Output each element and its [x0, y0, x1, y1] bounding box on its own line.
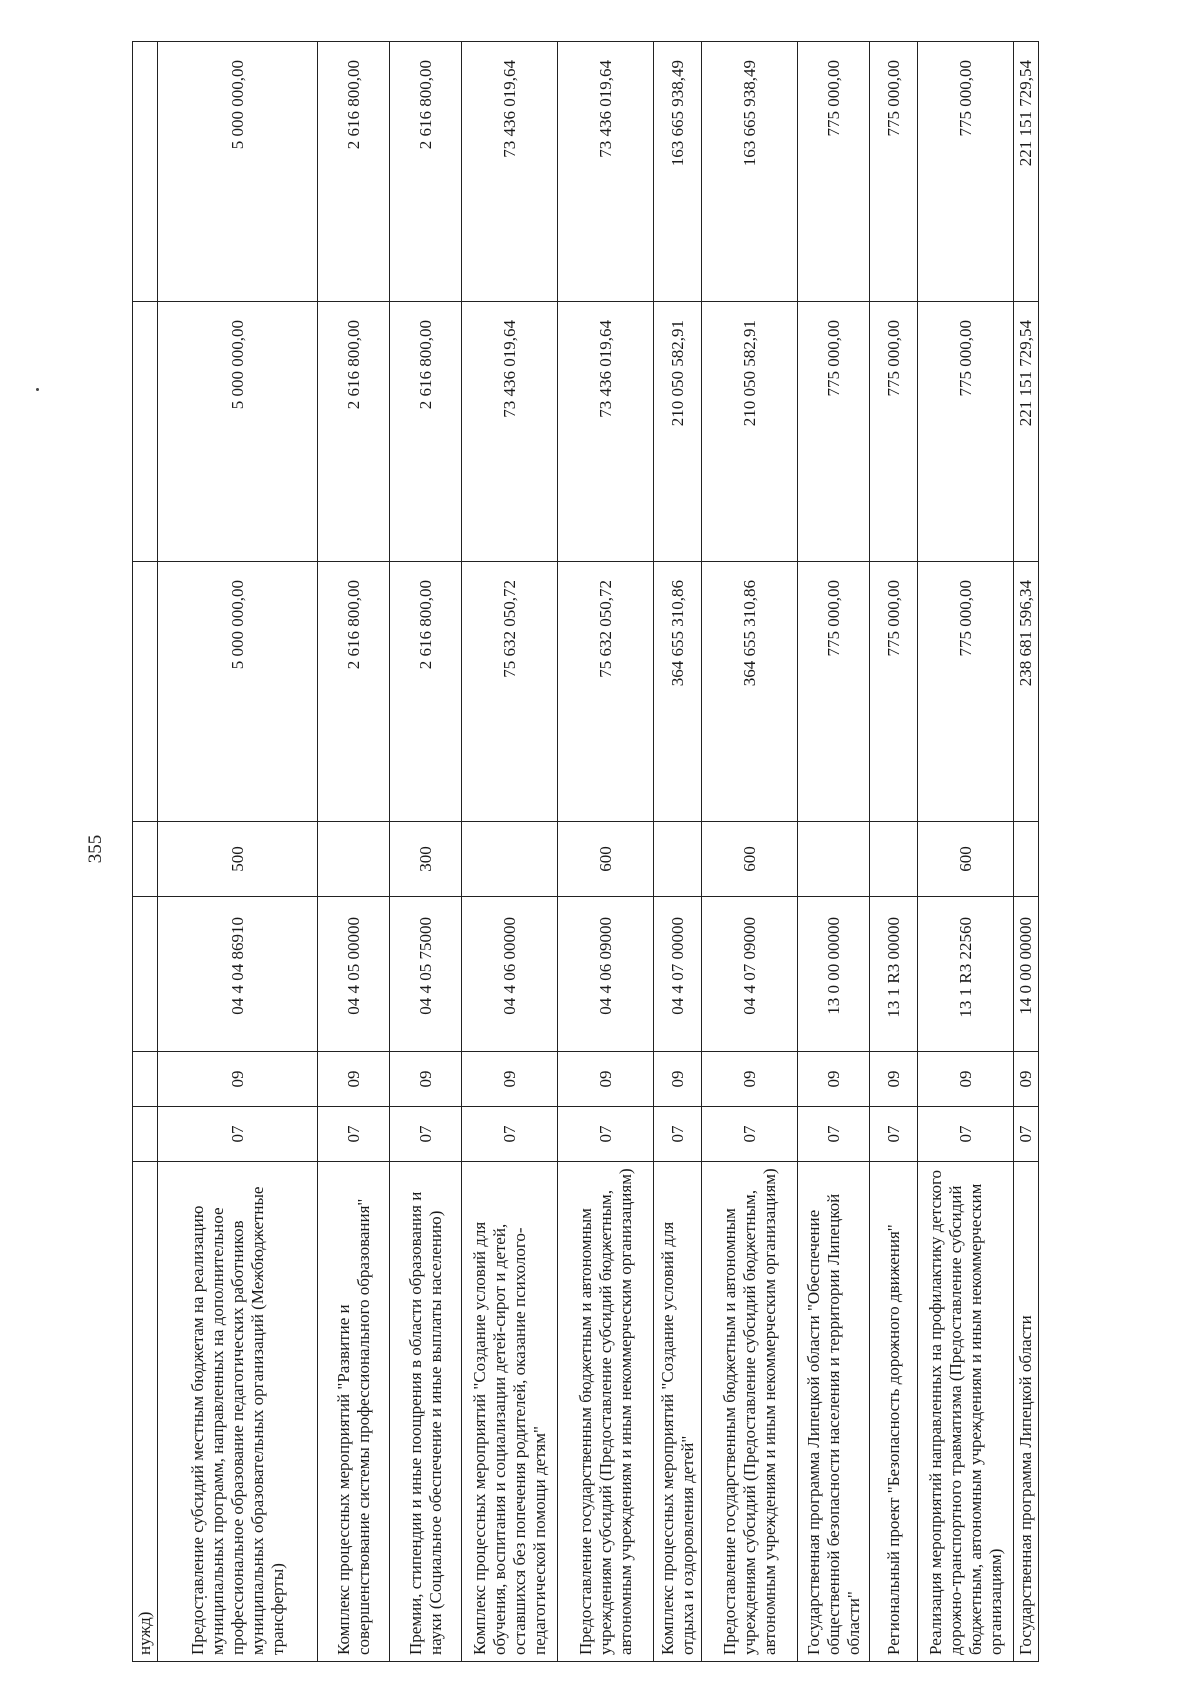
expense-type-code	[318, 822, 390, 897]
amount-year-2: 5 000 000,00	[158, 302, 318, 562]
row-name: Предоставление субсидий местным бюджетам на реализацию муниципальных программ, направленных на дополнительное профессиональное образование педагогических работников муниципальных образовательных организаций (Межбюджетные трансферты)	[158, 1162, 318, 1662]
table-row	[654, 42, 702, 1662]
header-cell	[133, 562, 158, 822]
section-code: 07	[702, 1107, 798, 1162]
table-row	[870, 42, 918, 1662]
amount-year-3: 163 665 938,49	[654, 42, 702, 302]
amount-year-3: 221 151 729,54	[1014, 42, 1039, 302]
expense-type-code: 600	[558, 822, 654, 897]
amount-year-2: 2 616 800,00	[318, 302, 390, 562]
amount-year-2: 210 050 582,91	[654, 302, 702, 562]
table-body	[133, 42, 1039, 1662]
amount-year-1: 364 655 310,86	[702, 562, 798, 822]
row-name: Предоставление государственным бюджетным и автономным учреждениям субсидий (Предоставление субсидий бюджетным, автономным учреждениям и иным некоммерческим организациям)	[702, 1162, 798, 1662]
target-article-code: 13 1 R3 00000	[870, 897, 918, 1052]
subsection-code: 09	[318, 1052, 390, 1107]
amount-year-3: 2 616 800,00	[318, 42, 390, 302]
section-code: 07	[390, 1107, 462, 1162]
amount-year-2: 210 050 582,91	[702, 302, 798, 562]
header-cell: нужд)	[133, 1162, 158, 1662]
expense-type-code	[1014, 822, 1039, 897]
expense-type-code	[798, 822, 870, 897]
table-row	[390, 42, 462, 1662]
row-name: Государственная программа Липецкой области "Обеспечение общественной безопасности населения и территории Липецкой области"	[798, 1162, 870, 1662]
amount-year-3: 5 000 000,00	[158, 42, 318, 302]
expense-type-code	[870, 822, 918, 897]
expense-type-code: 300	[390, 822, 462, 897]
amount-year-3: 73 436 019,64	[462, 42, 558, 302]
subsection-code: 09	[558, 1052, 654, 1107]
expense-type-code	[462, 822, 558, 897]
amount-year-2: 775 000,00	[918, 302, 1014, 562]
amount-year-2: 2 616 800,00	[390, 302, 462, 562]
table-row	[558, 42, 654, 1662]
subsection-code: 09	[918, 1052, 1014, 1107]
target-article-code: 13 0 00 00000	[798, 897, 870, 1052]
row-name: Комплекс процессных мероприятий "Создание условий для обучения, воспитания и социализации детей-сирот и детей, оставшихся без попечения родителей, оказание психолого-педагогической помощи детям"	[462, 1162, 558, 1662]
section-code: 07	[462, 1107, 558, 1162]
expense-type-code	[654, 822, 702, 897]
section-code: 07	[318, 1107, 390, 1162]
expense-type-code: 600	[918, 822, 1014, 897]
amount-year-2: 221 151 729,54	[1014, 302, 1039, 562]
subsection-code: 09	[702, 1052, 798, 1107]
table-row	[158, 42, 318, 1662]
amount-year-1: 364 655 310,86	[654, 562, 702, 822]
section-code: 07	[798, 1107, 870, 1162]
subsection-code: 09	[1014, 1052, 1039, 1107]
amount-year-3: 775 000,00	[798, 42, 870, 302]
target-article-code: 04 4 05 00000	[318, 897, 390, 1052]
subsection-code: 09	[158, 1052, 318, 1107]
amount-year-1: 775 000,00	[798, 562, 870, 822]
row-name: Государственная программа Липецкой области	[1014, 1162, 1039, 1662]
row-name: Предоставление государственным бюджетным и автономным учреждениям субсидий (Предоставление субсидий бюджетным, автономным учреждениям и иным некоммерческим организациям)	[558, 1162, 654, 1662]
amount-year-1: 75 632 050,72	[462, 562, 558, 822]
section-code: 07	[654, 1107, 702, 1162]
subsection-code: 09	[462, 1052, 558, 1107]
header-cell	[133, 897, 158, 1052]
target-article-code: 04 4 07 09000	[702, 897, 798, 1052]
header-cell	[133, 822, 158, 897]
amount-year-1: 238 681 596,34	[1014, 562, 1039, 822]
row-name: Реализация мероприятий направленных на профилактику детского дорожно-транспортного травматизма (Предоставление субсидий бюджетным, автономным учреждениям и иным некоммерческим организациям)	[918, 1162, 1014, 1662]
amount-year-1: 2 616 800,00	[318, 562, 390, 822]
table-row	[318, 42, 390, 1662]
target-article-code: 04 4 05 75000	[390, 897, 462, 1052]
scan-speck	[36, 388, 39, 391]
section-code: 07	[158, 1107, 318, 1162]
amount-year-1: 775 000,00	[870, 562, 918, 822]
amount-year-1: 775 000,00	[918, 562, 1014, 822]
amount-year-3: 73 436 019,64	[558, 42, 654, 302]
table-row	[702, 42, 798, 1662]
amount-year-1: 2 616 800,00	[390, 562, 462, 822]
budget-table-rotated	[132, 42, 1200, 1662]
row-name: Комплекс процессных мероприятий "Создание условий для отдыха и оздоровления детей"	[654, 1162, 702, 1662]
budget-table	[132, 41, 1039, 1662]
subsection-code: 09	[654, 1052, 702, 1107]
page-number: 355	[85, 834, 106, 864]
amount-year-1: 75 632 050,72	[558, 562, 654, 822]
amount-year-2: 775 000,00	[870, 302, 918, 562]
amount-year-1: 5 000 000,00	[158, 562, 318, 822]
header-row	[133, 42, 158, 1662]
amount-year-2: 73 436 019,64	[462, 302, 558, 562]
section-code: 07	[870, 1107, 918, 1162]
section-code: 07	[1014, 1107, 1039, 1162]
amount-year-3: 163 665 938,49	[702, 42, 798, 302]
row-name: Премии, стипендии и иные поощрения в области образования и науки (Социальное обеспечение и иные выплаты населению)	[390, 1162, 462, 1662]
table-row	[798, 42, 870, 1662]
target-article-code: 04 4 04 86910	[158, 897, 318, 1052]
target-article-code: 04 4 06 00000	[462, 897, 558, 1052]
table-row	[1014, 42, 1039, 1662]
section-code: 07	[558, 1107, 654, 1162]
amount-year-3: 2 616 800,00	[390, 42, 462, 302]
section-code: 07	[918, 1107, 1014, 1162]
row-name: Региональный проект "Безопасность дорожного движения"	[870, 1162, 918, 1662]
header-cell	[133, 42, 158, 302]
header-cell	[133, 1107, 158, 1162]
subsection-code: 09	[390, 1052, 462, 1107]
amount-year-2: 73 436 019,64	[558, 302, 654, 562]
subsection-code: 09	[870, 1052, 918, 1107]
amount-year-2: 775 000,00	[798, 302, 870, 562]
row-name: Комплекс процессных мероприятий "Развитие и совершенствование системы профессионального образования"	[318, 1162, 390, 1662]
expense-type-code: 500	[158, 822, 318, 897]
table-row	[918, 42, 1014, 1662]
expense-type-code: 600	[702, 822, 798, 897]
subsection-code: 09	[798, 1052, 870, 1107]
header-cell	[133, 1052, 158, 1107]
target-article-code: 04 4 06 09000	[558, 897, 654, 1052]
header-cell	[133, 302, 158, 562]
amount-year-3: 775 000,00	[918, 42, 1014, 302]
amount-year-3: 775 000,00	[870, 42, 918, 302]
target-article-code: 14 0 00 00000	[1014, 897, 1039, 1052]
target-article-code: 04 4 07 00000	[654, 897, 702, 1052]
table-row	[462, 42, 558, 1662]
target-article-code: 13 1 R3 22560	[918, 897, 1014, 1052]
